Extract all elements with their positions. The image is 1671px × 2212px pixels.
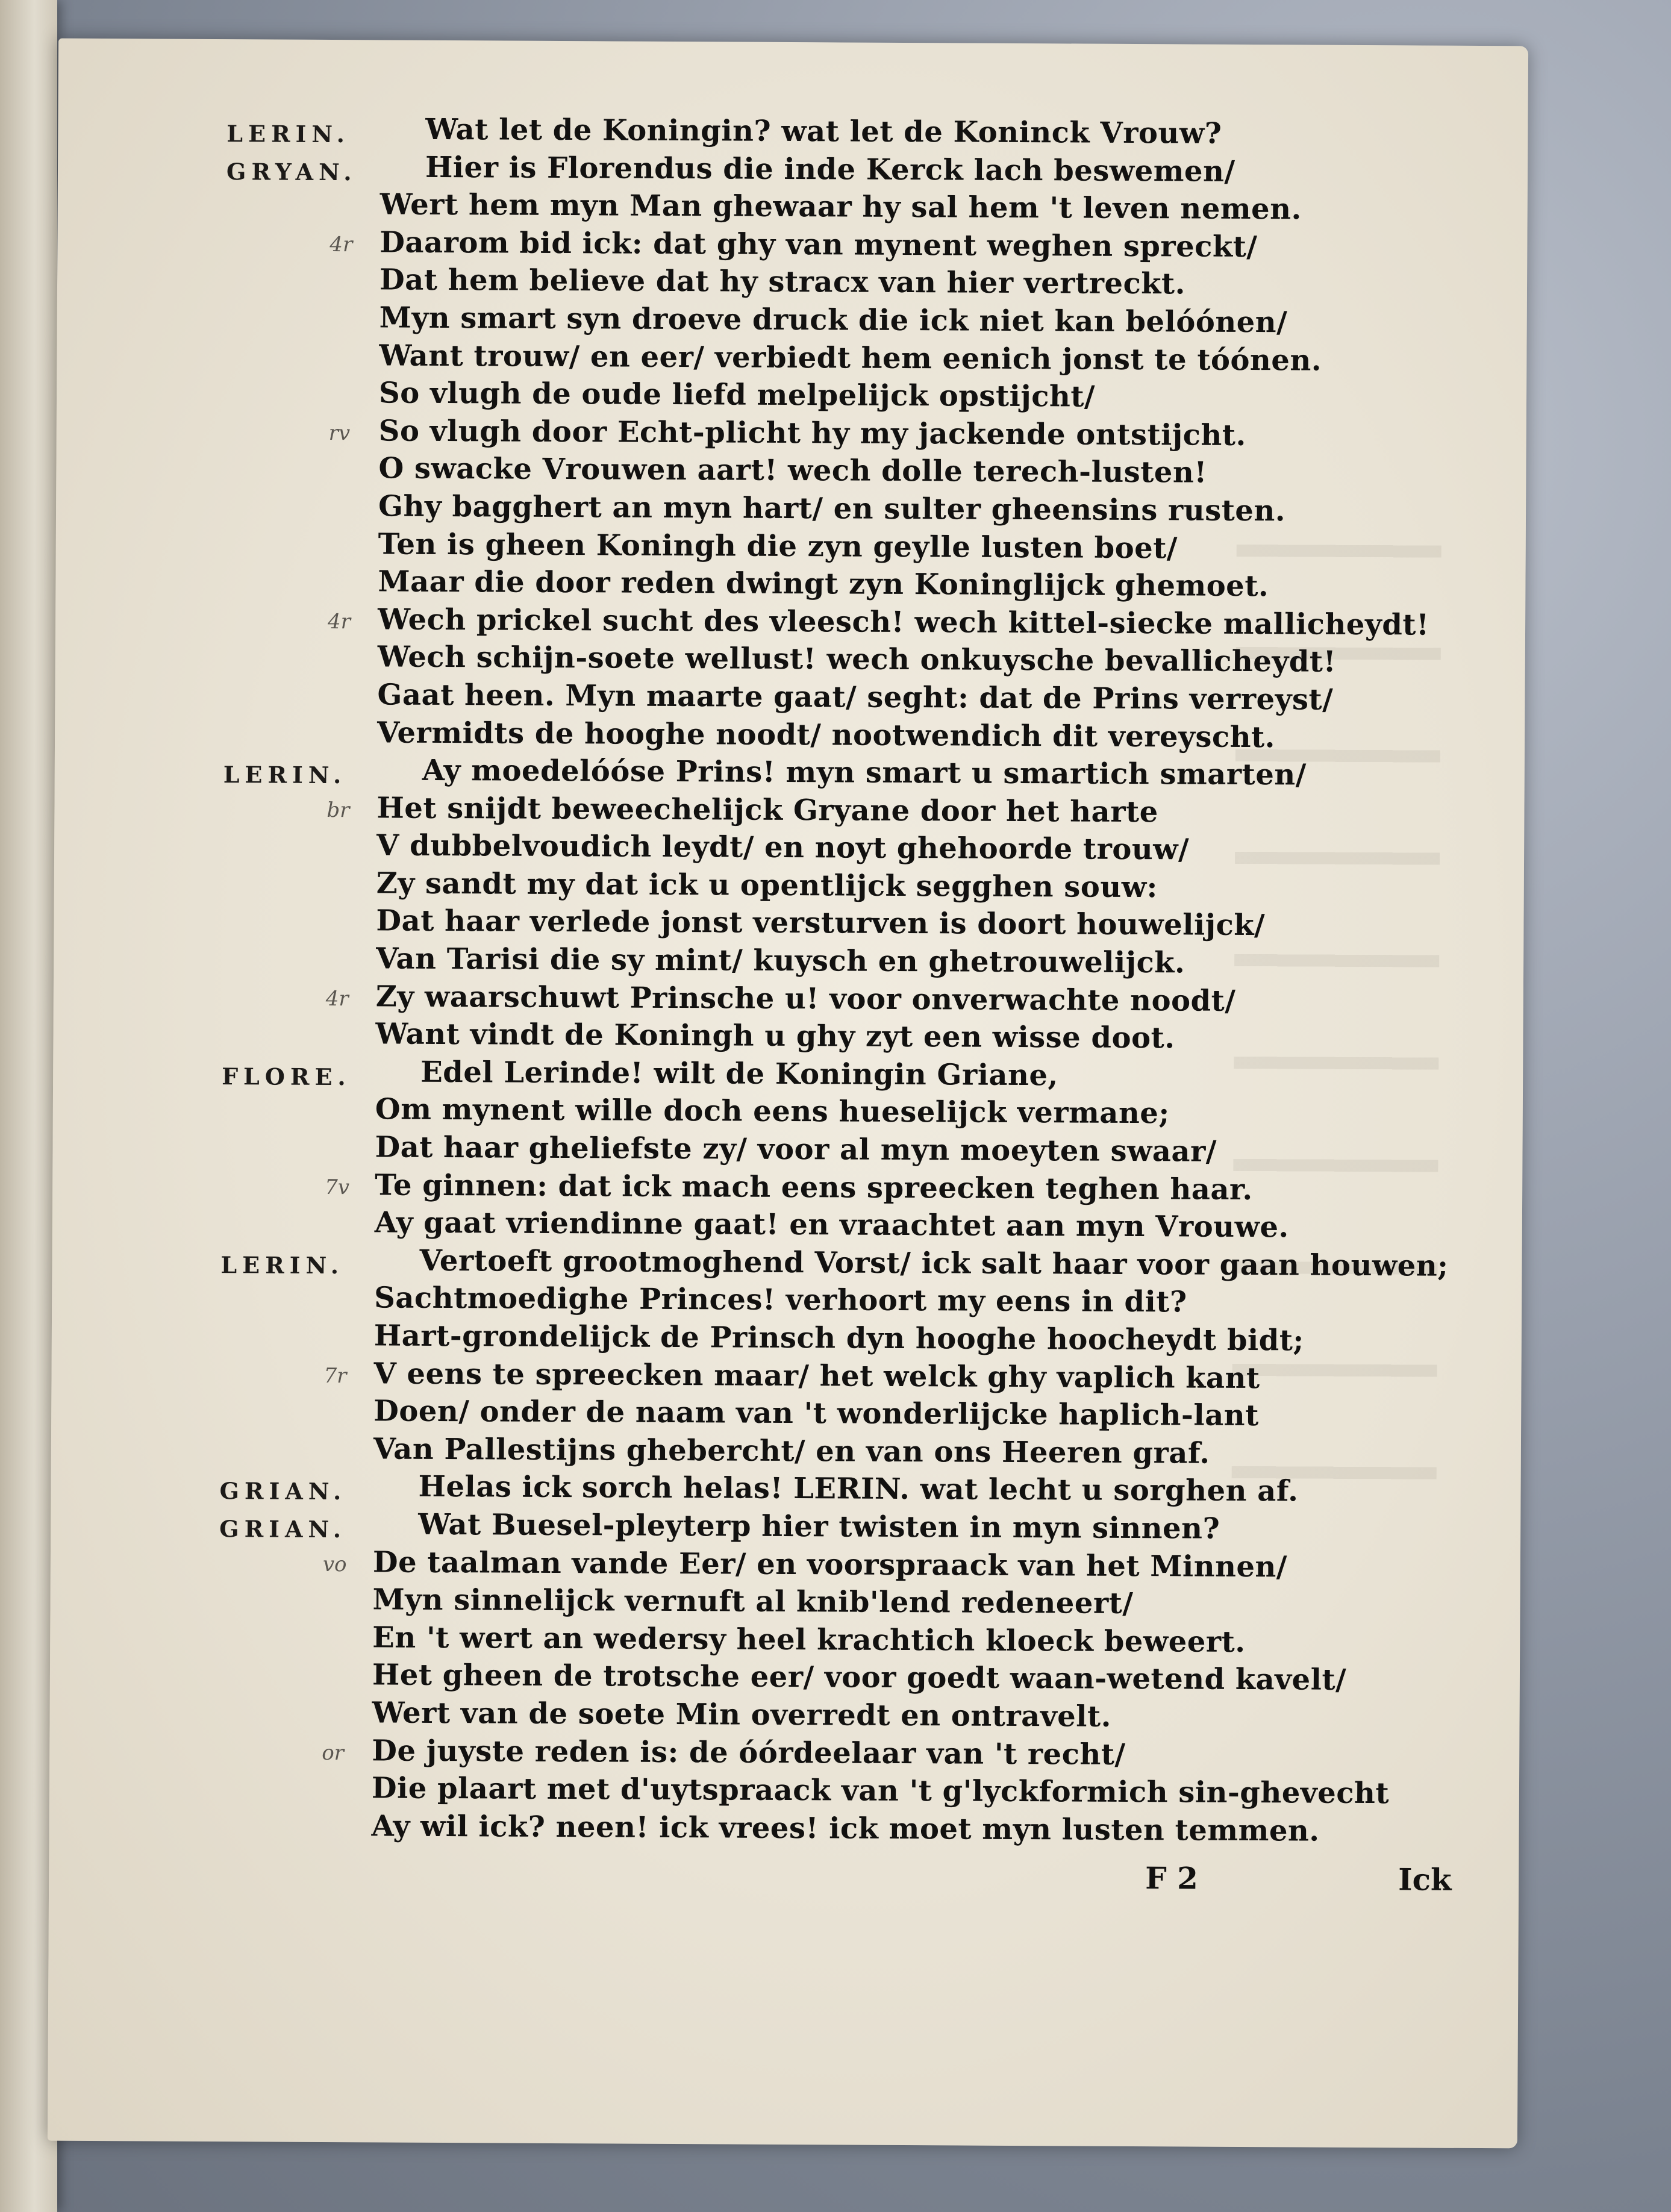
- verse-text: Wat let de Koningin? wat let de Koninck Vrouw?: [425, 112, 1222, 151]
- signature-mark: F 2: [1145, 1860, 1199, 1896]
- verse-line: [170, 601, 1495, 646]
- verse-line: [172, 149, 1498, 193]
- verse-line: [172, 187, 1498, 231]
- verse-text: Wert hem myn Man ghewaar hy sal hem 't leven nemen.: [379, 187, 1302, 227]
- verse-line: [164, 1619, 1490, 1664]
- verse-text: Myn smart syn droeve druck die ick niet kan belóónen/: [379, 301, 1288, 340]
- verse-line: [169, 828, 1494, 872]
- verse-line: [164, 1695, 1489, 1740]
- verse-line: [167, 1016, 1493, 1061]
- verse-line: [169, 677, 1495, 722]
- verse-line: [171, 337, 1496, 382]
- verse-text: Dat haar verlede jonst versturven is doort houwelijck/: [376, 904, 1266, 943]
- verse-text: Zy sandt my dat ick u opentlijck segghen souw:: [376, 866, 1158, 905]
- verse-text: Dat hem believe dat hy stracx van hier vertreckt.: [379, 263, 1186, 301]
- verse-text: O swacke Vrouwen aart! wech dolle terech-lusten!: [378, 451, 1208, 490]
- speaker-name: FLORE.: [222, 1062, 351, 1091]
- verse-line: [164, 1657, 1490, 1702]
- verse-line: [165, 1469, 1490, 1513]
- verse-text: Wech schijn-soete wellust! wech onkuysche bevallicheydt!: [377, 640, 1337, 680]
- speaker-name: LERIN.: [226, 120, 351, 148]
- verse-line: [169, 714, 1495, 759]
- verse-line: [166, 1318, 1491, 1363]
- verse-text: So vlugh de oude liefd melpelijck opstijcht/: [378, 376, 1096, 414]
- verse-line: [166, 1242, 1491, 1287]
- verse-line: [168, 903, 1493, 948]
- verse-line: [165, 1507, 1490, 1551]
- verse-text-block: [163, 111, 1498, 1853]
- speaker-name: GRIAN.: [219, 1477, 347, 1505]
- verse-text: En 't wert an wedersy heel krachtich kloeck beweert.: [372, 1620, 1246, 1659]
- verse-text: Sachtmoedighe Princes! verhoort my eens in dit?: [374, 1281, 1187, 1319]
- verse-line: [169, 752, 1495, 797]
- verse-line: [164, 1770, 1489, 1815]
- verse-line: [167, 1092, 1493, 1136]
- verse-text: V eens te spreecken maar/ het welck ghy vaplich kant: [373, 1357, 1260, 1395]
- verse-text: Van Pallestijns ghebercht/ en van ons Heeren graf.: [373, 1432, 1210, 1470]
- margin-note: 7v: [325, 1175, 350, 1199]
- speaker-name: GRIAN.: [219, 1515, 347, 1543]
- speaker-name: LERIN.: [223, 761, 347, 789]
- margin-note: vo: [322, 1552, 347, 1576]
- verse-text: Ghy bagghert an myn hart/ en sulter gheensins rusten.: [378, 489, 1286, 528]
- verse-text: De taalman vande Eer/ en voorspraack van het Minnen/: [372, 1545, 1288, 1584]
- verse-text: Hart-grondelijck de Prinsch dyn hooghe hoocheydt bidt;: [373, 1319, 1304, 1358]
- verse-line: [171, 375, 1496, 420]
- verse-text: Het snijdt beweechelijck Gryane door het harte: [376, 791, 1158, 829]
- margin-note: 4r: [327, 609, 351, 634]
- verse-text: Te ginnen: dat ick mach eens spreecken teghen haar.: [375, 1168, 1253, 1207]
- verse-text: Het gheen de trotsche eer/ voor goedt waan-wetend kavelt/: [372, 1658, 1347, 1698]
- verse-text: Van Tarisi die sy mint/ kuysch en ghetrouwelijck.: [376, 942, 1185, 980]
- verse-text: Doen/ onder de naam van 't wonderlijcke haplich-lant: [373, 1394, 1259, 1433]
- verse-text: De juyste reden is: de óórdeelaar van 't recht/: [372, 1733, 1126, 1772]
- verse-line: [172, 300, 1497, 345]
- verse-line: [169, 790, 1494, 834]
- verse-line: [169, 865, 1494, 910]
- speaker-name: GRYAN.: [226, 157, 357, 186]
- verse-text: Dat haar gheliefste zy/ voor al myn moeyten swaar/: [375, 1130, 1217, 1169]
- verse-text: Ten is gheen Koningh die zyn geylle lusten boet/: [378, 526, 1178, 565]
- margin-note: 7r: [323, 1363, 347, 1388]
- verse-line: [170, 489, 1496, 533]
- verse-line: [172, 111, 1498, 156]
- verse-text: Want vindt de Koningh u ghy zyt een wisse doot.: [375, 1017, 1175, 1055]
- verse-line: [170, 451, 1496, 495]
- verse-line: [168, 941, 1493, 986]
- verse-text: Ay moedelóóse Prins! myn smart u smartich smarten/: [422, 753, 1307, 792]
- verse-text: V dubbelvoudich leydt/ en noyt ghehoorde trouw/: [376, 828, 1190, 867]
- verse-line: [172, 224, 1497, 269]
- verse-text: Om mynent wille doch eens hueselijck vermane;: [375, 1092, 1170, 1131]
- verse-text: Die plaart met d'uytspraack van 't g'lyckformich sin-ghevecht: [371, 1771, 1390, 1811]
- verse-line: [163, 1808, 1488, 1852]
- verse-text: Helas ick sorch helas! LERIN. wat lecht u sorghen af.: [418, 1470, 1299, 1508]
- verse-text: Myn sinnelijck vernuft al knib'lend redeneert/: [372, 1582, 1134, 1621]
- verse-line: [171, 413, 1496, 457]
- margin-note: or: [322, 1740, 345, 1765]
- book-page: [48, 39, 1528, 2149]
- margin-note: 4r: [330, 232, 353, 257]
- verse-text: Daarom bid ick: dat ghy van mynent weghen spreckt/: [379, 225, 1258, 264]
- verse-text: Ay gaat vriendinne gaat! en vraachtet aan myn Vrouwe.: [374, 1205, 1289, 1245]
- verse-text: Gaat heen. Myn maarte gaat/ seght: dat de Prins verreyst/: [377, 678, 1334, 717]
- verse-text: Ay wil ick? neen! ick vrees! ick moet myn lusten temmen.: [371, 1809, 1320, 1848]
- verse-line: [167, 1205, 1492, 1249]
- verse-line: [167, 1054, 1493, 1098]
- verse-line: [168, 978, 1493, 1023]
- verse-text: Wat Buesel-pleyterp hier twisten in myn sinnen?: [418, 1507, 1220, 1546]
- verse-text: Hier is Florendus die inde Kerck lach beswemen/: [425, 150, 1235, 189]
- verse-text: Zy waarschuwt Prinsche u! voor onverwachte noodt/: [375, 979, 1236, 1018]
- verse-line: [166, 1355, 1491, 1400]
- speaker-name: LERIN.: [220, 1251, 345, 1279]
- verse-text: Vermidts de hooghe noodt/ nootwendich dit vereyscht.: [376, 715, 1276, 754]
- verse-text: Vertoeft grootmoghend Vorst/ ick salt haar voor gaan houwen;: [419, 1243, 1449, 1283]
- verse-line: [164, 1582, 1490, 1626]
- verse-text: Maar die door reden dwingt zyn Koninglijck ghemoet.: [378, 564, 1269, 604]
- verse-line: [167, 1167, 1492, 1211]
- verse-line: [164, 1732, 1489, 1777]
- catchword: Ick: [1398, 1861, 1452, 1898]
- margin-note: br: [326, 798, 350, 822]
- verse-line: [166, 1393, 1491, 1438]
- verse-line: [170, 564, 1495, 608]
- margin-note: rv: [328, 420, 351, 445]
- verse-line: [172, 262, 1497, 307]
- margin-note: 4r: [325, 986, 349, 1011]
- verse-text: Want trouw/ en eer/ verbiedt hem eenich jonst te tóónen.: [379, 338, 1322, 378]
- verse-line: [165, 1544, 1490, 1589]
- page-footer: [1145, 1860, 1482, 1898]
- verse-text: Wech prickel sucht des vleesch! wech kittel-siecke mallicheydt!: [377, 602, 1429, 642]
- verse-line: [170, 526, 1496, 570]
- verse-text: Wert van de soete Min overredt en ontravelt.: [372, 1696, 1112, 1734]
- verse-line: [166, 1431, 1491, 1475]
- verse-text: So vlugh door Echt-plicht hy my jackende ontstijcht.: [378, 414, 1246, 452]
- verse-line: [167, 1129, 1492, 1174]
- verse-line: [170, 639, 1495, 684]
- verse-line: [166, 1280, 1491, 1325]
- verse-text: Edel Lerinde! wilt de Koningin Griane,: [420, 1055, 1058, 1093]
